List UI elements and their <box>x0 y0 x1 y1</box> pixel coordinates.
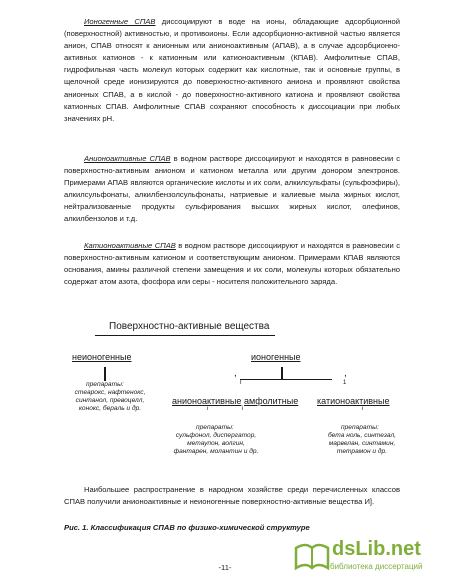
watermark-subtitle: библиотека диссертаций <box>330 562 423 571</box>
paragraph-lead: Катионоактивные СПАВ <box>84 241 176 250</box>
title-underline <box>95 335 275 336</box>
connector-ionic-branch <box>240 379 332 380</box>
amphoteric-tick: i <box>242 406 244 412</box>
anionic-prep-line: метаупон, волгин, <box>187 440 245 448</box>
watermark-brand: dsLib.net <box>332 538 421 560</box>
paragraph-text: диссоциируют в воде на ионы, обладающие адсорбционной (поверхностной) активностью, и противоионы. Если адсорбционно-активной частью является анион, СПАВ относят к анионным или анионоактивным (АПАВ), а в случае адсорбционно-активных катионов - к катионным или катионоактивным (КПАВ). Амфолитные СПАВ, гидрофильная часть молекул которых содержит как кислотные, так и основные группы, в щелочной среде ионизируются до поверхностно-активного аниона и проявляют свойства анионных СПАВ, а в кислой - до поверхностно-активного катиона и проявляют свойства катионных СПАВ. Амфолитные СПАВ сохраняют способность к диссоциации при любых значениях pH. <box>64 17 400 123</box>
cationic-tick: i <box>362 406 364 412</box>
node-ionic: ионогенные <box>251 352 301 362</box>
paragraph-text: в водном растворе диссоциируют и находятся в равновесии с поверхностно-активным анионом и катионом металла или другим донором электронов. Примерами АПАВ являются органические кислоты и их соли, алкилсульфаты (сульфоэфиры), алкилсульфонаты, алкилбензолсульфонаты, натриевые и калиевые мыла жирных кислот, нейтрализованные продукты сульфирования высших жирных кислот, олефинов, алкилбензолов и т.д. <box>64 154 400 224</box>
connector-nonionic <box>104 367 106 381</box>
connector-left-foot: Г <box>240 380 244 386</box>
cationic-prep-line: тетрамон и др. <box>336 448 388 456</box>
nonionic-prep-line: стеарокс, нафтенокс, <box>74 389 146 396</box>
cationic-prep-line: бета ноль, синтезал, <box>327 432 397 439</box>
cationic-preps-list <box>322 432 402 457</box>
figure-caption: Рис. 1. Классификация СПАВ по физико-химической структуре <box>64 523 310 532</box>
anionic-prep-line: сульфонол, диспергатор, <box>175 432 257 439</box>
paragraph-lead: Ионогенные СПАВ <box>84 17 156 26</box>
cationic-prep-line: марвелан, синтамин, <box>328 440 396 448</box>
final-paragraph: Наибольшее распространение в народном хозяйстве среди перечисленных классов СПАВ получили анионоактивные и неионогенные поверхностно-активные вещества И]. <box>64 485 400 507</box>
nonionic-prep-label: препараты: <box>86 381 124 388</box>
node-cationic: катионоактивные <box>317 396 390 406</box>
connector-right-foot: 1 <box>343 380 347 386</box>
diagram-title: Поверхностно-активные вещества <box>109 321 270 332</box>
anionic-prep-label: препараты: <box>196 424 234 431</box>
nonionic-prep-line: синтанол, превоцелл, <box>75 397 145 405</box>
book-logo-icon <box>292 540 332 572</box>
paragraph-lead: Анионоактивные СПАВ <box>84 154 171 163</box>
node-nonionic: неионогенные <box>72 352 132 362</box>
node-anionic: анионоактивные <box>172 396 242 406</box>
node-amphoteric: амфолитные <box>244 396 299 406</box>
anionic-preps-list <box>168 432 264 457</box>
paragraph-text: в водном растворе диссоциируют и находятся в равновесии с поверхностно-активным катионом и соответствующим анионом. Примерами КПАВ являются основания, амины различной степени замещения и их соли, молекулы которых обязательно содержат атом азота, фосфора или серы - носителя положительного заряда. <box>64 241 400 287</box>
nonionic-preps-list <box>70 389 150 414</box>
anionic-tick: i <box>207 406 209 412</box>
watermark <box>292 538 442 578</box>
cationic-prep-label: препараты: <box>341 424 379 431</box>
anionic-prep-line: фантарен, молантин и др. <box>173 448 259 456</box>
connector-right-tick: , <box>344 368 347 379</box>
page-number: -11- <box>218 563 232 572</box>
nonionic-prep-line: конокс, бераль и др. <box>78 405 142 413</box>
connector-left-tick: , <box>234 368 237 379</box>
